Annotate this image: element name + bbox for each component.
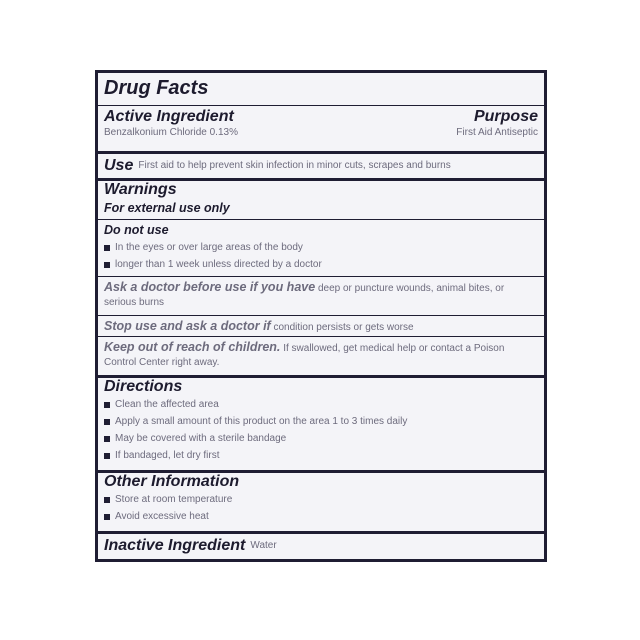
bullet-icon [104,514,110,520]
inactive-ingredient-heading: Inactive Ingredient [104,537,246,554]
ask-doctor-text: deep or puncture wounds, animal bites, or serious burns [104,283,505,308]
divider [98,315,544,316]
bullet-icon [104,262,110,268]
list-item: In the eyes or over large areas of the body [104,242,538,253]
list-item: May be covered with a sterile bandage [104,433,538,444]
inactive-ingredient-section [98,535,544,557]
inactive-ingredient-value: Water [250,540,277,551]
list-item: Store at room temperature [104,494,538,505]
children-heading: Keep out of reach of children. [104,340,281,354]
warnings-heading: Warnings [104,181,177,198]
purpose-value: First Aid Antiseptic [456,127,538,138]
children-text: If swallowed, get medical help or contact a Poison Control Center right away. [104,343,505,368]
ask-doctor-section [98,279,544,309]
directions-section [98,379,544,461]
do-not-use-heading: Do not use [104,223,169,237]
stop-use-section [98,318,544,335]
directions-heading: Directions [104,378,183,395]
active-ingredient-value: Benzalkonium Chloride 0.13% [104,127,238,138]
list-item: Apply a small amount of this product on the area 1 to 3 times daily [104,416,538,427]
divider [98,276,544,277]
stop-use-heading: Stop use and ask a doctor if [104,319,271,333]
active-ingredient-heading: Active Ingredient [104,108,234,125]
stop-use-text: condition persists or gets worse [273,322,414,333]
list-item: longer than 1 week unless directed by a doctor [104,259,538,270]
list-item: Clean the affected area [104,399,538,410]
divider [98,105,544,106]
other-information-heading: Other Information [104,473,240,490]
ask-doctor-heading: Ask a doctor before use if you have [104,280,316,294]
bullet-icon [104,245,110,251]
other-information-section [98,474,544,522]
bullet-icon [104,419,110,425]
list-item: Avoid excessive heat [104,511,538,522]
divider [98,336,544,337]
do-not-use-section [98,223,544,270]
drug-facts-title: Drug Facts [104,77,209,99]
section-divider [98,151,544,154]
active-ingredient-section [98,78,544,160]
section-divider [98,531,544,534]
list-item: If bandaged, let dry first [104,450,538,461]
use-text: First aid to help prevent skin infection in minor cuts, scrapes and burns [138,160,451,171]
purpose-heading: Purpose [473,108,538,125]
children-section [98,339,544,369]
bullet-icon [104,436,110,442]
use-heading: Use [104,157,134,174]
warnings-section [98,182,544,215]
bullet-icon [104,453,110,459]
use-section [98,155,544,177]
bullet-icon [104,402,110,408]
external-use-text: For external use only [104,201,230,215]
divider [98,219,544,220]
drug-facts-panel [95,70,547,562]
bullet-icon [104,497,110,503]
